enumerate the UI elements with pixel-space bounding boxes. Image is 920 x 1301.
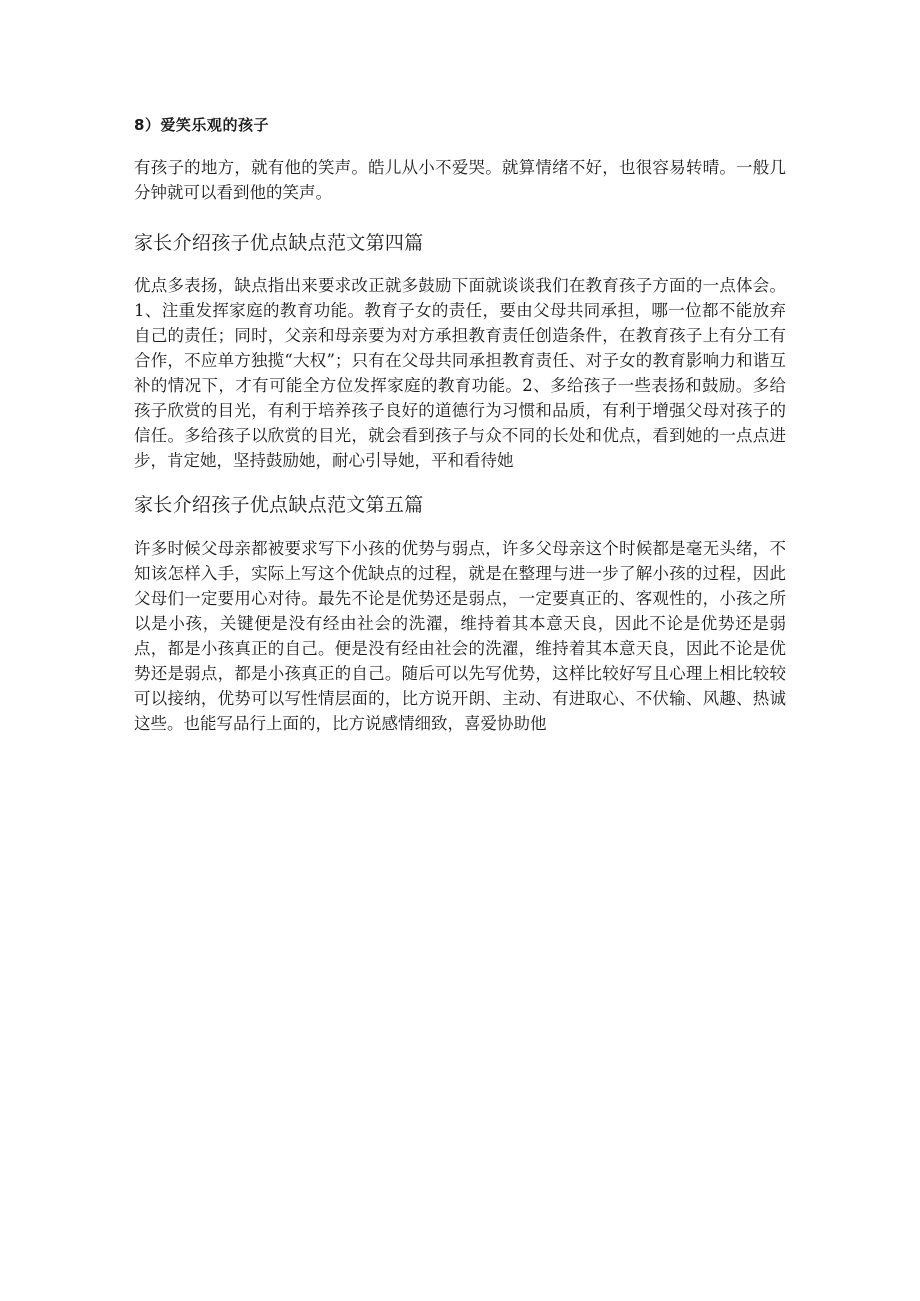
article-5-body: 许多时候父母亲都被要求写下小孩的优势与弱点，许多父母亲这个时候都是毫无头绪，不知该怎样入手，实际上写这个优缺点的过程，就是在整理与进一步了解小孩的过程，因此父母们一定要用心对待。最先不论是优势还是弱点，一定要真正的、客观性的，小孩之所以是小孩，关键便是没有经由社会的洗濯，维持着其本意天良，因此不论是优势还是弱点，都是小孩真正的自己。便是没有经由社会的洗濯，维持着其本意天良，因此不论是优势还是弱点，都是小孩真正的自己。随后可以先写优势，这样比较好写且心理上相比较较可以接纳，优势可以写性情层面的，比方说开朗、主动、有进取心、不伏输、风趣、热诚这些。也能写品行上面的，比方说感情细致，喜爱协助他 (134, 539, 786, 733)
article-4-heading: 家长介绍孩子优点缺点范文第四篇 (134, 232, 424, 254)
section-8-title: 8）爱笑乐观的孩子 (134, 116, 269, 134)
section-8-body: 有孩子的地方，就有他的笑声。皓儿从小不爱哭。就算情绪不好，也很容易转晴。一般几分钟就可以看到他的笑声。 (134, 158, 786, 202)
article-4-body: 优点多表扬，缺点指出来要求改正就多鼓励下面就谈谈我们在教育孩子方面的一点体会。1、注重发挥家庭的教育功能。教育子女的责任，要由父母共同承担，哪一位都不能放弃自己的责任；同时，父亲和母亲要为对方承担教育责任创造条件，在教育孩子上有分工有合作，不应单方独揽“大权”；只有在父母共同承担教育责任、对子女的教育影响力和谐互补的情况下，才有可能全方位发挥家庭的教育功能。2、多给孩子一些表扬和鼓励。多给孩子欣赏的目光，有利于培养孩子良好的道德行为习惯和品质，有利于增强父母对孩子的信任。多给孩子以欣赏的目光，就会看到孩子与众不同的长处和优点，看到她的一点点进步，肯定她，坚持鼓励她，耐心引导她，平和看待她 (134, 276, 786, 470)
article-5-heading: 家长介绍孩子优点缺点范文第五篇 (134, 494, 424, 516)
